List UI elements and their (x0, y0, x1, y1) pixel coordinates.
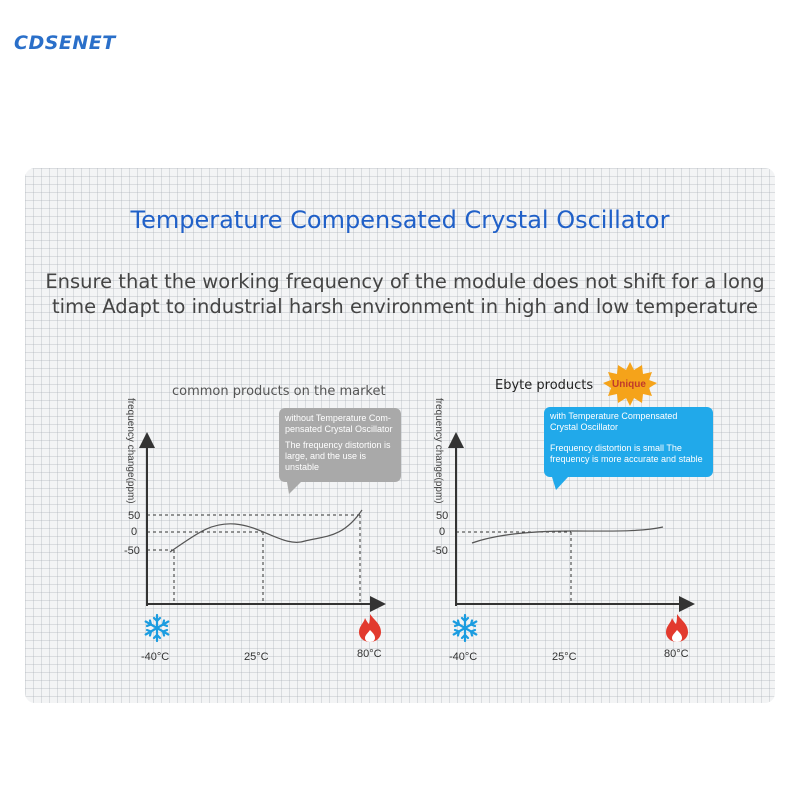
subtitle-line-2: time Adapt to industrial harsh environment in high and low temperature (52, 295, 758, 318)
right-tick-0: 0 (439, 526, 446, 538)
unique-badge-label: Unique (612, 379, 646, 390)
right-xlabel-cold: -40°C (449, 651, 478, 663)
left-callout-text: The frequency distortion is large, and the use is unstable (285, 440, 391, 472)
right-callout-tail (552, 477, 568, 490)
right-tick-minus-50: -50 (432, 545, 448, 557)
brand-logo: CDSENET (14, 32, 116, 54)
right-xlabel-hot: 80°C (664, 648, 689, 660)
left-xlabel-mid: 25°C (244, 651, 269, 663)
left-tick-minus-50: -50 (124, 545, 140, 557)
subtitle-line-1: Ensure that the working frequency of the module does not shift for a long (45, 270, 765, 293)
left-tick-0: 0 (131, 526, 138, 538)
left-callout-tail (287, 482, 301, 494)
flame-icon (666, 614, 688, 642)
right-xlabel-mid: 25°C (552, 651, 577, 663)
right-chart-caption: Ebyte products (495, 378, 594, 393)
right-y-axis-label: frequency change(ppm) (433, 398, 444, 504)
left-chart-caption: common products on the market (172, 384, 386, 399)
left-xlabel-hot: 80°C (357, 648, 382, 660)
left-chart (147, 440, 378, 606)
left-frequency-curve (170, 510, 362, 552)
left-tick-50: 50 (128, 510, 141, 522)
right-frequency-curve (472, 527, 663, 543)
snowflake-icon (454, 615, 477, 641)
flame-icon (359, 614, 381, 642)
page-title: Temperature Compensated Crystal Oscillator (130, 206, 670, 234)
right-callout-text: Frequency distortion is small The frequency is more accurate and stable (550, 443, 703, 464)
snowflake-icon (146, 615, 169, 641)
right-tick-50: 50 (436, 510, 449, 522)
left-callout-title: without Temperature Com-pensated Crystal Oscillator (285, 413, 393, 434)
right-callout-title: with Temperature Compensated Crystal Oscillator (550, 411, 678, 432)
left-y-axis-label: frequency change(ppm) (125, 398, 136, 504)
right-chart (456, 440, 687, 606)
left-xlabel-cold: -40°C (141, 651, 170, 663)
